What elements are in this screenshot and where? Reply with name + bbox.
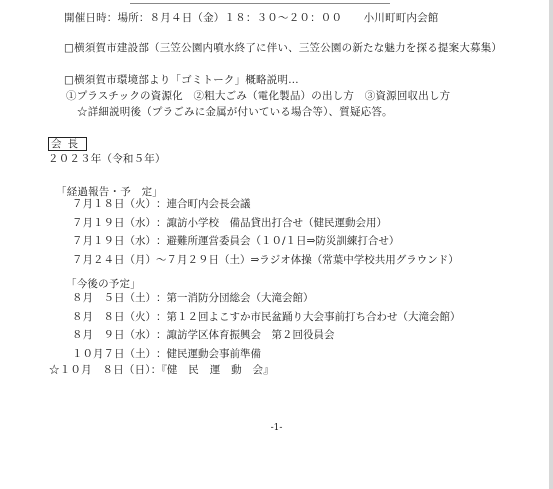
future-text: ：第一消防分団総会（大滝会館） [156,292,314,304]
scan-edge-shadow [549,0,553,489]
meeting-info-line: 開催日時：場所：８月４日（金）１８：３０～２０：００ 小川町町内会館 [64,12,439,24]
future-date: ☆１０月 ８日（日） [49,364,151,376]
report-table [72,195,459,269]
report-date: ７月１８日（火） [72,198,156,210]
event-highlight-row [49,365,274,376]
notice-qa: ☆詳細説明後（プラごみに金属が付いている場合等）、質疑応答。 [77,106,393,118]
future-text: ：諏訪学区体育振興会 第２回役員会 [156,329,335,341]
future-text: ：第１２回よこすか市民盆踊り大会事前打ち合わせ（大滝会館） [156,310,461,323]
report-text: ：諏訪小学校 備品貸出打合せ（健民運動会用） [156,216,387,229]
future-table [72,289,461,363]
report-heading: 「経過報告・予 定」 [56,186,163,198]
notice-topics: ①プラスチックの資源化 ②粗大ごみ（電化製品）の出し方 ③資源回収出し方 [66,90,451,102]
year-line: ２０２３年（令和５年） [48,153,166,165]
table-row [72,326,461,345]
table-row [72,345,461,364]
report-text: ～７月２９日（土）⇒ラジオ体操（常葉中学校共用グラウンド） [156,253,459,266]
table-row [72,251,459,270]
future-date: ８月 ８日（火） [72,310,156,323]
report-text: ：連合町内会長会議 [156,198,251,210]
table-row [72,289,461,308]
page-top-rule [130,0,390,4]
notice-construction: □横須賀市建設部（三笠公園内噴水終了に伴い、三笠公園の新たな魅力を探る提案大募集） [64,42,503,54]
report-date: ７月１９日（水） [72,235,156,247]
table-row [72,232,459,251]
chairman-heading-box: 会長 [48,137,87,151]
future-text: ：『健 民 運 動 会』 [150,364,274,376]
future-text: ：健民運動会事前準備 [156,347,261,360]
table-row [72,195,459,214]
table-row [72,214,459,233]
notice-environment: □横須賀市環境部より「ゴミトーク」概略説明… [64,74,299,86]
report-date: ７月１９日（水） [72,216,156,229]
chairman-heading [48,137,87,151]
report-date: ７月２４日（月） [72,253,156,266]
future-date: ８月 ９日（水） [72,329,156,341]
table-row [72,308,461,327]
future-heading: 「今後の予定」 [66,278,141,290]
future-date: １０月７日（土） [72,347,156,360]
report-text: ：避難所運営委員会（１０/１日⇒防災訓練打合せ） [156,235,400,247]
future-date: ８月 ５日（土） [72,292,156,304]
page-number: -1- [270,423,283,433]
